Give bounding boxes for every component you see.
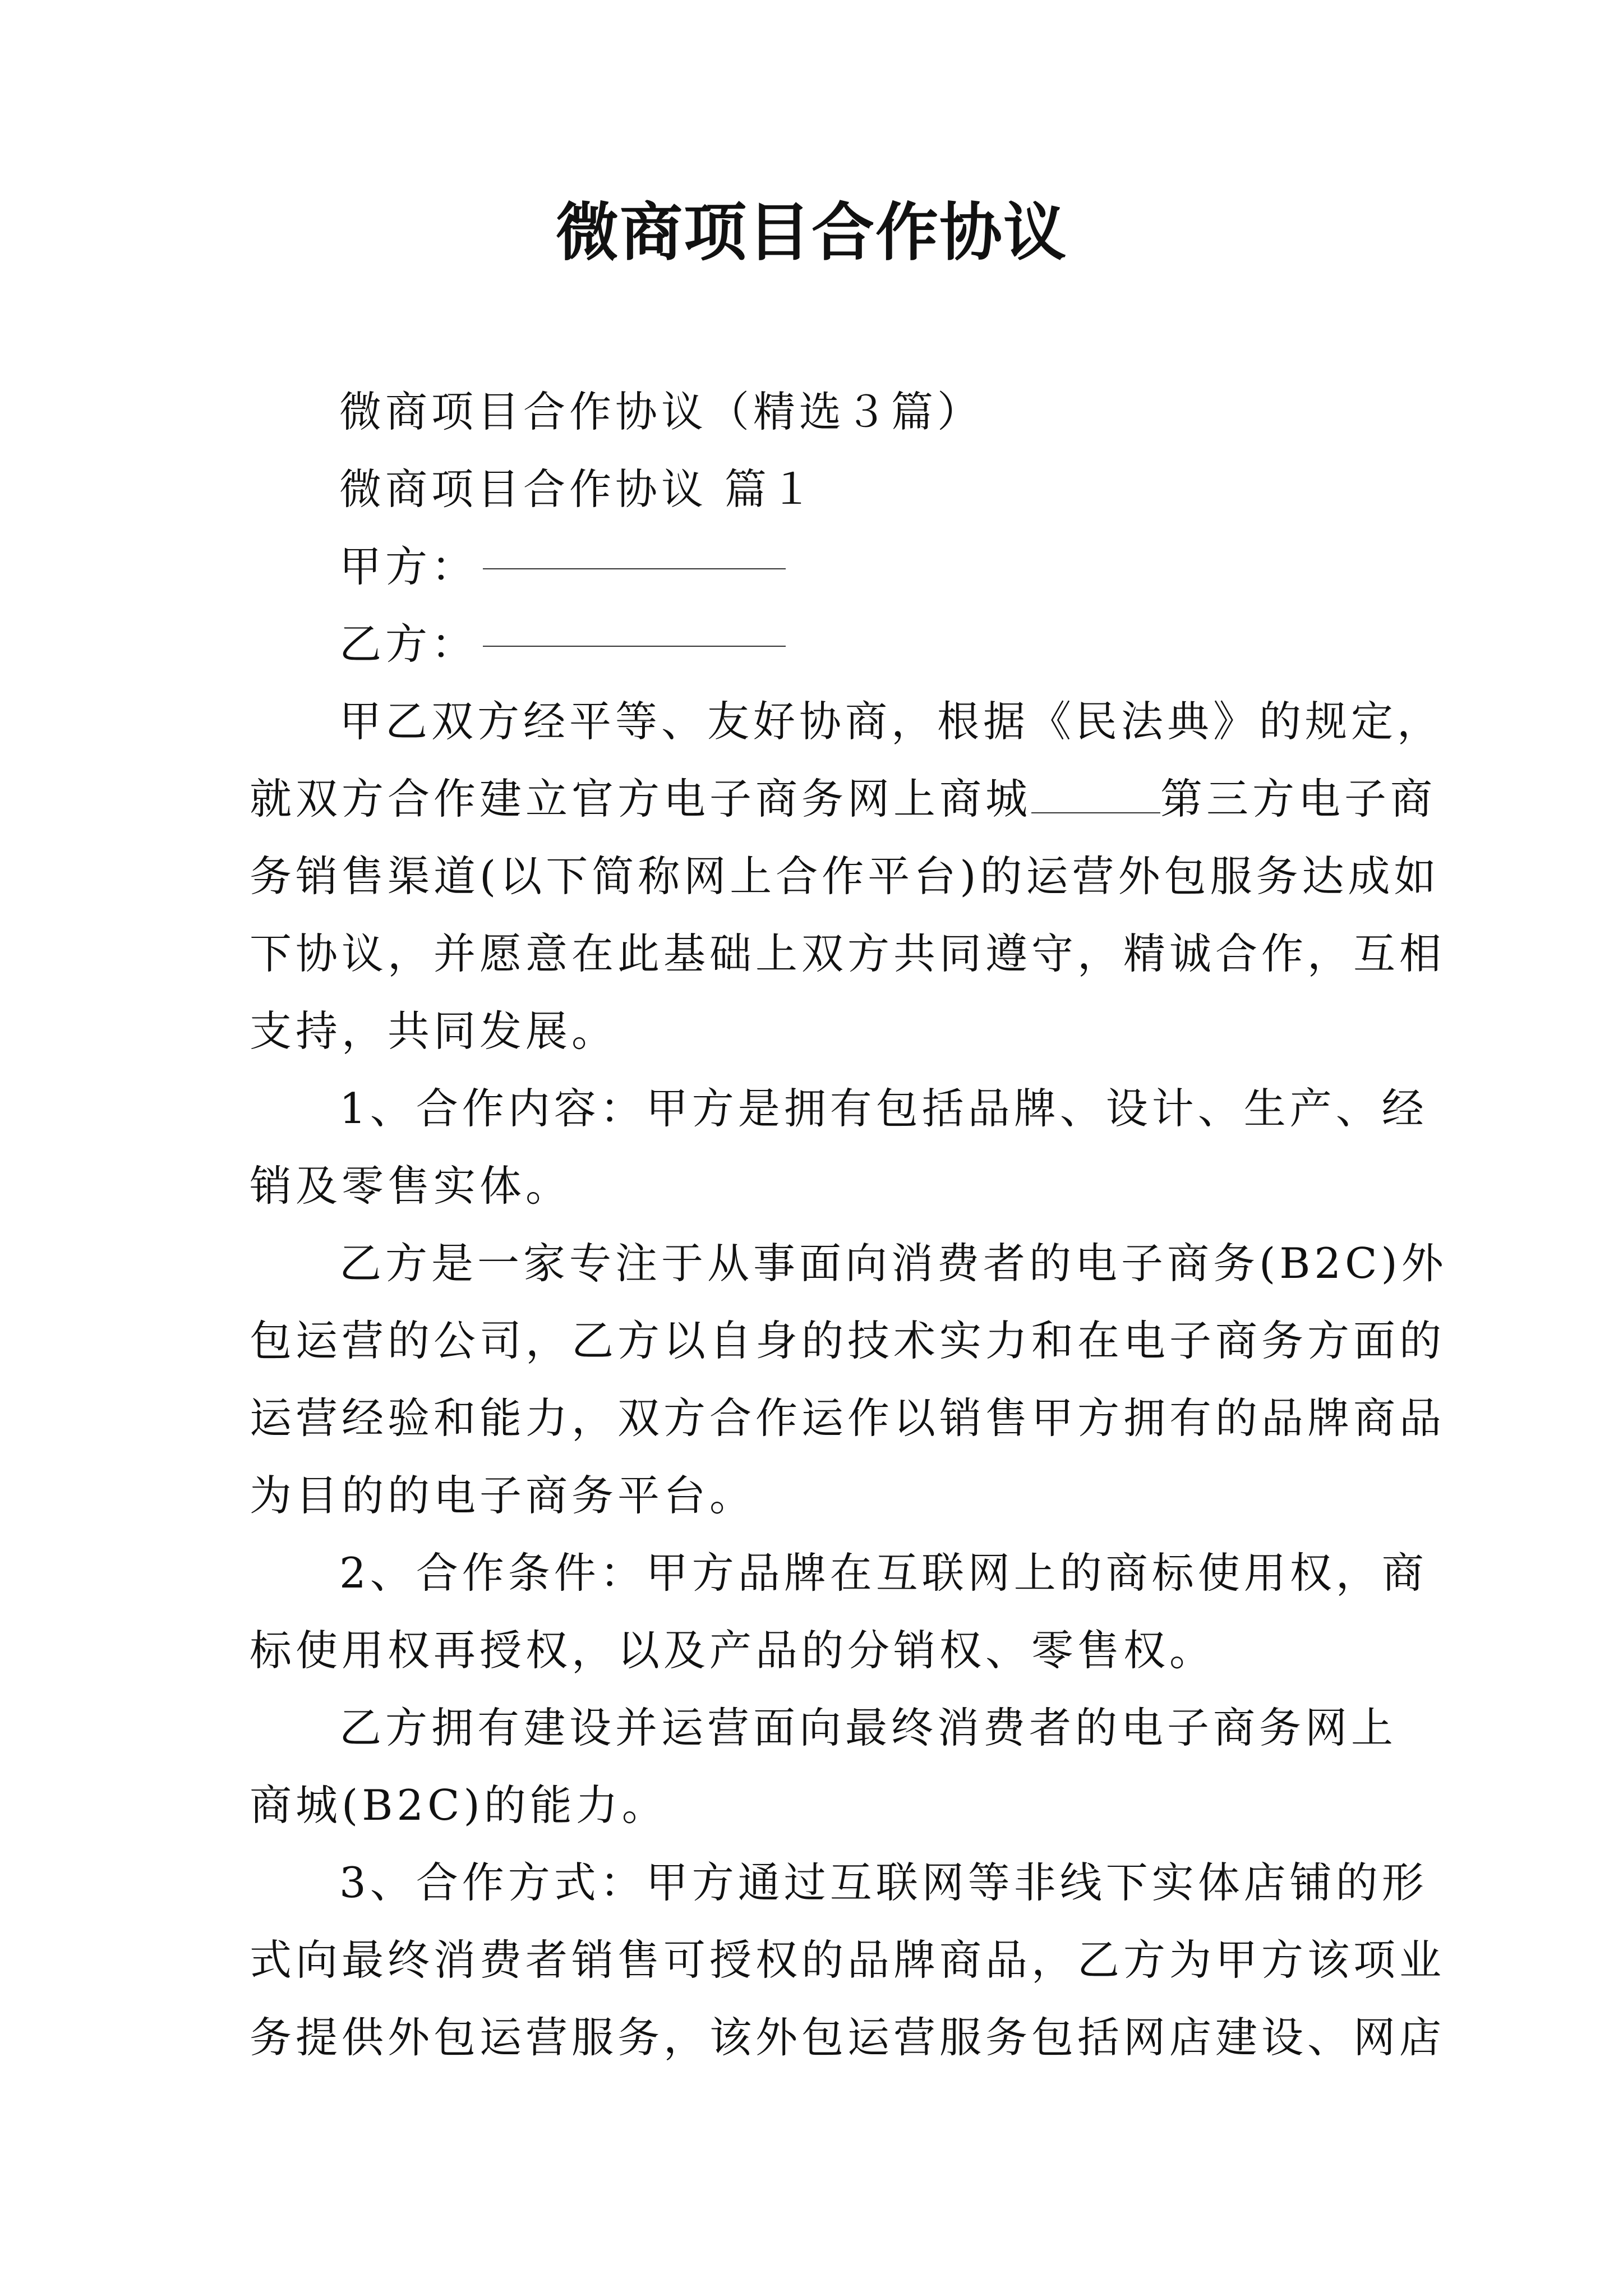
party-b-label: 乙方： <box>339 619 478 669</box>
party-b-line <box>250 605 1394 683</box>
party-a-line <box>250 528 1394 605</box>
section-heading: 微商项目合作协议 篇１ <box>339 464 817 514</box>
paragraph-1-line-1: 甲乙双方经平等、友好协商，根据《民法典》的规定， <box>339 697 1444 746</box>
paragraph-2-line-2: 销及零售实体。 <box>250 1161 572 1211</box>
paragraph-3-line-1: 乙方是一家专注于从事面向消费者的电子商务(B2C)外 <box>339 1239 1447 1288</box>
paragraph-5-line-2: 商城(B2C)的能力。 <box>250 1780 668 1830</box>
paragraph-6-line-3: 务提供外包运营服务，该外包运营服务包括网店建设、网店 <box>250 2013 1446 2062</box>
document-title: 微商项目合作协议 <box>556 196 1067 269</box>
party-b-blank <box>483 641 786 647</box>
party-a-label: 甲方： <box>339 542 478 591</box>
paragraph-4-line-1: 2、合作条件：甲方品牌在互联网上的商标使用权，商 <box>339 1548 1428 1598</box>
paragraph-6-line-2: 式向最终消费者销售可授权的品牌商品，乙方为甲方该项业 <box>250 1935 1446 1985</box>
paragraph-3-line-2: 包运营的公司，乙方以自身的技术实力和在电子商务方面的 <box>250 1316 1446 1365</box>
paragraph-4-line-2: 标使用权再授权，以及产品的分销权、零售权。 <box>250 1626 1216 1675</box>
party-a-blank <box>483 564 786 569</box>
paragraph-6-line-1: 3、合作方式：甲方通过互联网等非线下实体店铺的形 <box>339 1858 1428 1907</box>
paragraph-3-line-3: 运营经验和能力，双方合作运作以销售甲方拥有的品牌商品 <box>250 1393 1446 1443</box>
paragraph-1-line-2 <box>250 760 1437 838</box>
platform-name-blank <box>1031 779 1160 813</box>
paragraph-2-line-1: 1、合作内容：甲方是拥有包括品牌、设计、生产、经 <box>339 1084 1428 1133</box>
paragraph-1-line-3: 务销售渠道(以下简称网上合作平台)的运营外包服务达成如 <box>250 852 1440 901</box>
paragraph-1-line-4: 下协议，并愿意在此基础上双方共同遵守，精诚合作，互相 <box>250 929 1446 978</box>
paragraph-1-line-5: 支持，共同发展。 <box>250 1006 618 1056</box>
paragraph-1-line-2-suffix: 第三方电子商 <box>1160 774 1437 823</box>
paragraph-5-line-1: 乙方拥有建设并运营面向最终消费者的电子商务网上 <box>339 1703 1398 1752</box>
paragraph-3-line-4: 为目的的电子商务平台。 <box>250 1471 756 1520</box>
paragraph-1-line-2-text: 就双方合作建立官方电子商务网上商城 <box>250 774 1032 823</box>
document-body <box>250 373 1447 2076</box>
document-subtitle: 微商项目合作协议（精选３篇） <box>339 387 984 436</box>
